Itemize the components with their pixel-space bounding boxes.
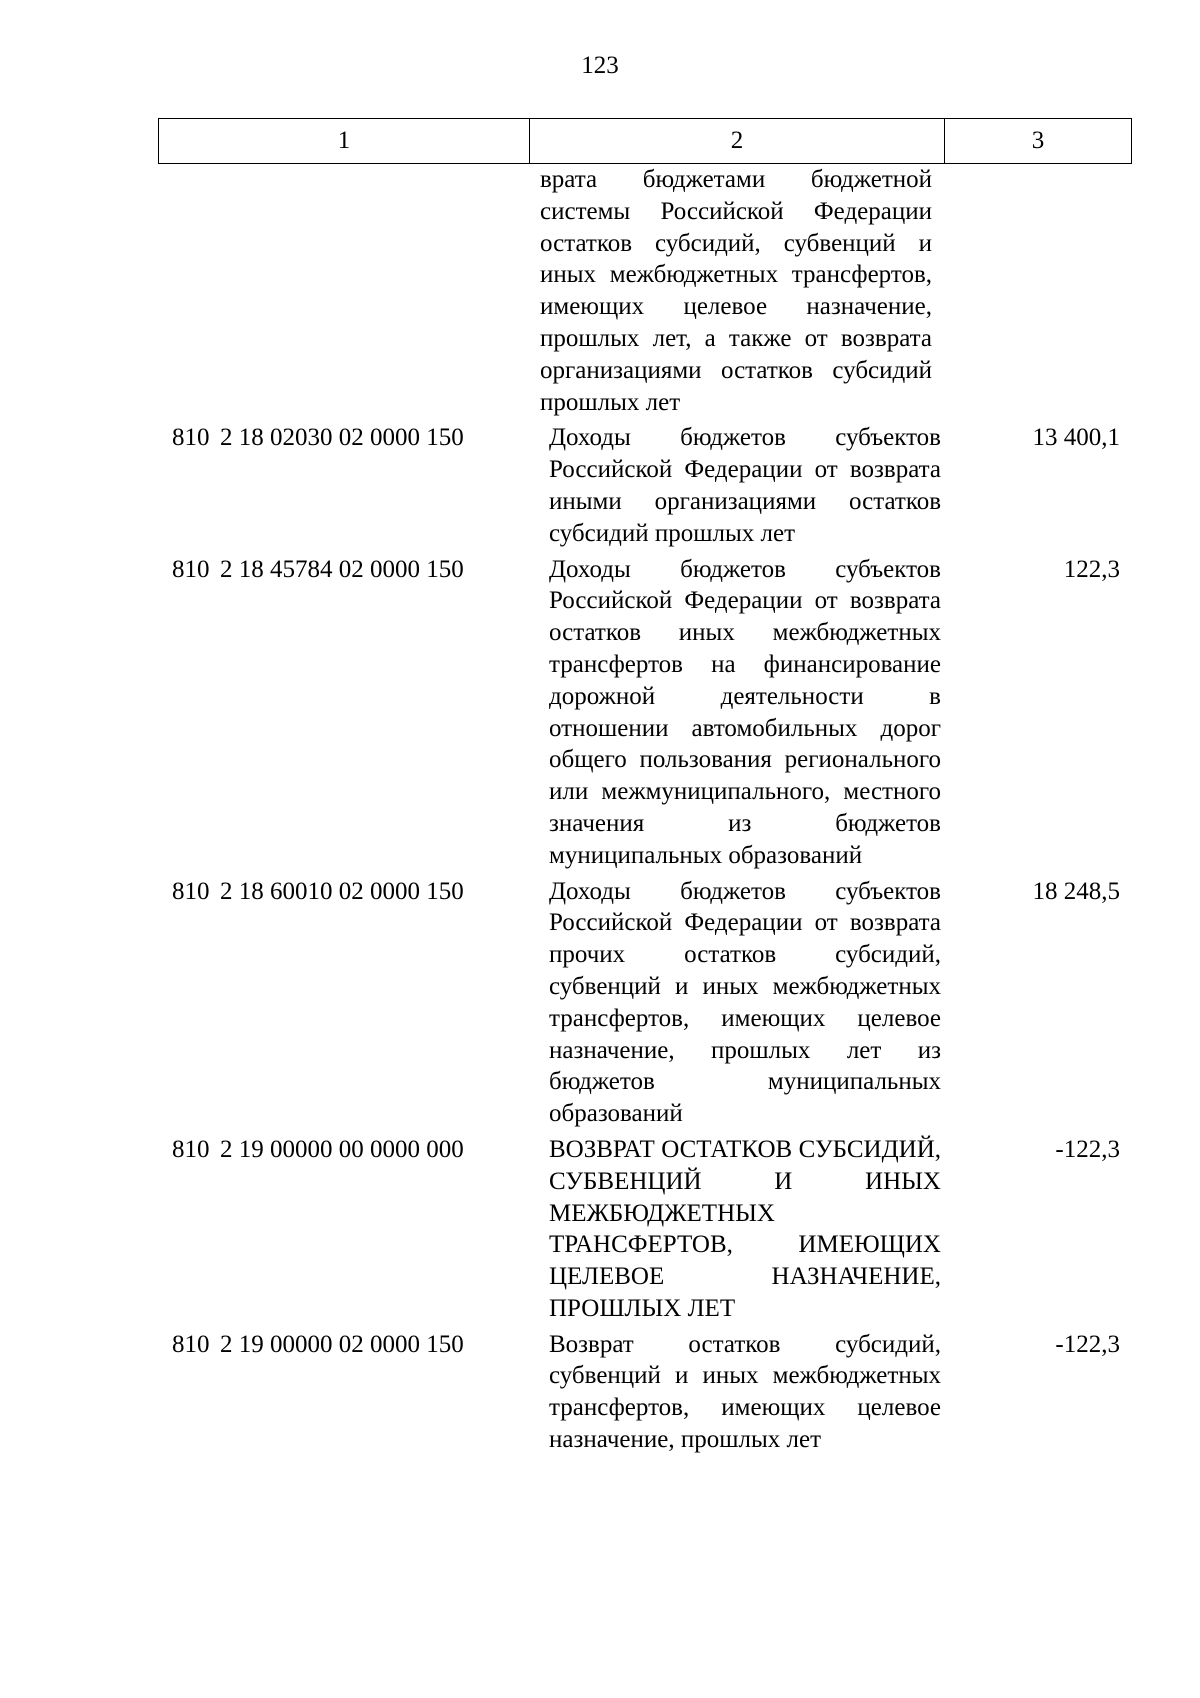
page-number: 123	[581, 52, 619, 79]
header-col-2: 2	[530, 119, 945, 163]
amount: 122,3	[1063, 555, 1120, 583]
income-name: Возврат остатков субсидий, субвенций и иных межбюджетных трансфертов, имеющих целевое назначение, прошлых лет	[549, 1330, 941, 1454]
table-row	[158, 1329, 1132, 1456]
admin-code: 810	[172, 1135, 210, 1163]
header-col-3: 3	[1031, 127, 1045, 154]
continuation-text: врата бюджетами бюджетной системы Российской Федерации остатков субсидий, субвенций и иных межбюджетных трансфертов, имеющих целевое назначение, прошлых лет, а также от возврата организациями остатков субсидий прошлых лет	[540, 166, 932, 416]
table-header	[158, 118, 1132, 164]
budget-code: 2 18 60010 02 0000 150	[220, 877, 464, 905]
budget-code: 2 19 00000 00 0000 000	[220, 1135, 464, 1163]
amount: -122,3	[1055, 1135, 1120, 1163]
table-row	[158, 422, 1132, 549]
header-col-1: 1	[159, 119, 530, 163]
budget-code: 2 18 45784 02 0000 150	[220, 555, 464, 583]
continuation-row	[158, 164, 1132, 418]
budget-code: 2 18 02030 02 0000 150	[220, 424, 464, 452]
income-name: Доходы бюджетов субъектов Российской Федерации от возврата иными организациями остатков субсидий прошлых лет	[549, 424, 941, 547]
amount: 18 248,5	[1032, 877, 1120, 905]
admin-code: 810	[172, 555, 210, 583]
table-row	[158, 1134, 1132, 1325]
budget-code: 2 19 00000 02 0000 150	[220, 1330, 464, 1358]
income-name: ВОЗВРАТ ОСТАТКОВ СУБСИДИЙ, СУБВЕНЦИЙ И ИНЫХ МЕЖБЮДЖЕТНЫХ ТРАНСФЕРТОВ, ИМЕЮЩИХ ЦЕЛЕВОЕ НАЗНАЧЕНИЕ, ПРОШЛЫХ ЛЕТ	[549, 1135, 941, 1322]
table-body	[158, 164, 1132, 1460]
income-name: Доходы бюджетов субъектов Российской Федерации от возврата прочих остатков субсидий, субвенций и иных межбюджетных трансфертов, имеющих целевое назначение, прошлых лет из бюджетов муниципальных образований	[549, 877, 941, 1128]
table-row	[158, 554, 1132, 872]
admin-code: 810	[172, 877, 210, 905]
admin-code: 810	[172, 1330, 210, 1358]
income-name: Доходы бюджетов субъектов Российской Федерации от возврата остатков иных межбюджетных трансфертов на финансирование дорожной деятельности в отношении автомобильных дорог общего пользования регионального или межмуниципального, местного значения из бюджетов муниципальных образований	[549, 555, 941, 869]
admin-code: 810	[172, 424, 210, 452]
amount: -122,3	[1055, 1330, 1120, 1358]
amount: 13 400,1	[1032, 424, 1120, 452]
table-row	[158, 876, 1132, 1130]
